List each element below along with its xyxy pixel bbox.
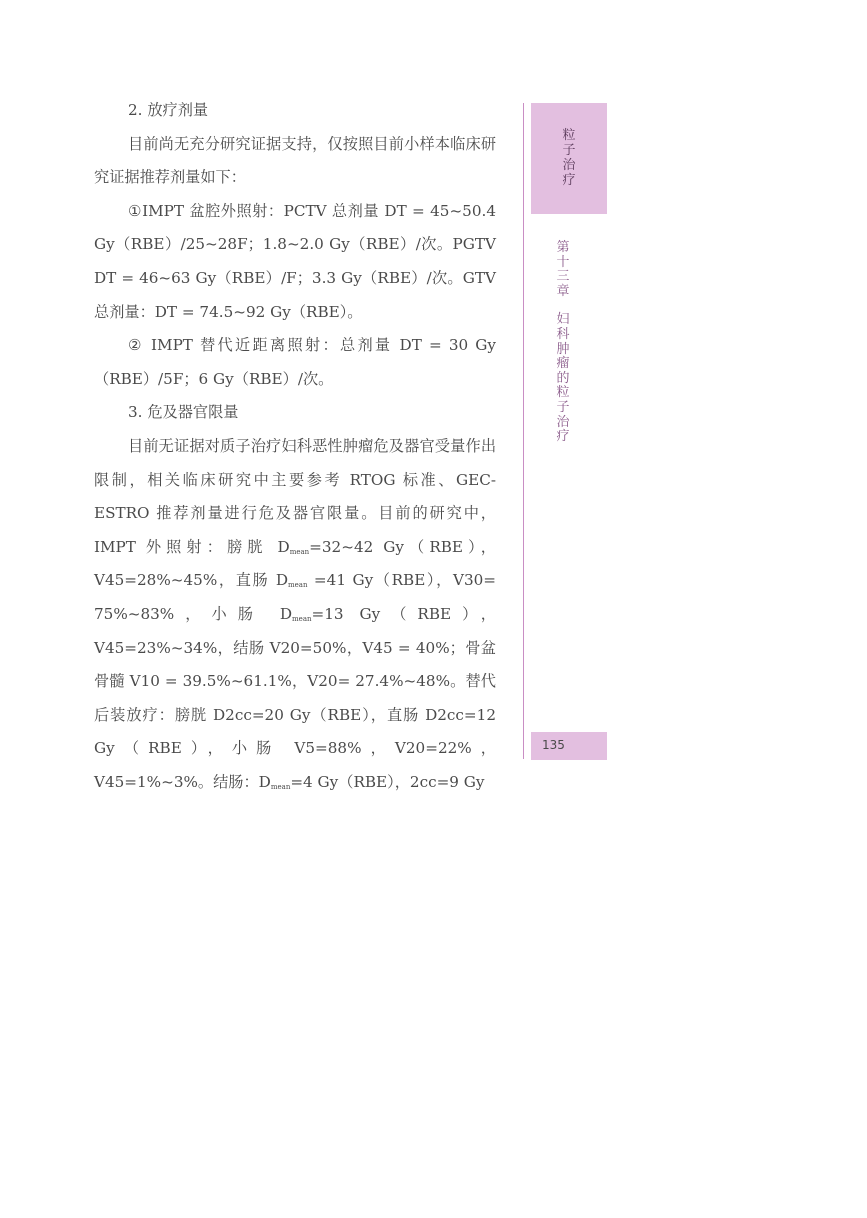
paragraph-organ-limits xyxy=(94,430,496,800)
section-tab-label: 粒子治疗 xyxy=(562,128,576,188)
chapter-number: 第十三章 xyxy=(556,240,570,299)
subscript-mean: mean xyxy=(270,782,291,791)
text-run: 目前无证据对质子治疗妇科恶性肿瘤危及器官受量作出限制，相关临床研究中主要参考 RTOG 标准、GEC-ESTRO 推荐剂量进行危及器官限量。目前的研究中，IMPT 外照射：膀胱 D xyxy=(94,436,496,556)
subscript-mean: mean xyxy=(289,547,310,556)
margin-divider xyxy=(523,103,524,759)
page-number: 135 xyxy=(542,738,565,752)
paragraph-intro: 目前尚无充分研究证据支持，仅按照目前小样本临床研究证据推荐剂量如下： xyxy=(94,134,496,187)
paragraph-item-1: ①IMPT 盆腔外照射：PCTV 总剂量 DT = 45~50.4 Gy（RBE）/25~28F；1.8~2.0 Gy（RBE）/次。PGTV DT = 46~63 Gy（RBE）/F；3.3 Gy（RBE）/次。GTV 总剂量：DT = 74.5~92 Gy（RBE）。 xyxy=(94,201,496,321)
section-tab xyxy=(531,103,607,214)
chapter-label xyxy=(555,241,571,445)
subscript-mean: mean xyxy=(288,581,308,590)
subscript-mean: mean xyxy=(292,614,312,623)
text-run: =41 Gy（RBE），V30= 75%~83%，小肠 D xyxy=(94,571,496,623)
section-heading-3: 3. 危及器官限量 xyxy=(128,403,239,422)
page-number-tab xyxy=(531,732,607,760)
text-run: =32~42 Gy（RBE），V45=28%~45%，直肠 D xyxy=(94,537,496,590)
chapter-gap xyxy=(555,299,571,313)
text-run: =13 Gy（RBE），V45=23%~34%，结肠 V20=50%，V45 = 40%；骨盆骨髓 V10 = 39.5%~61.1%，V20= 27.4%~48%。替代后装放疗：膀胱 D2cc=20 Gy（RBE），直肠 D2cc=12 Gy（RBE），小肠 V5=88%，V20=22%，V45=1%~3%。结肠：D xyxy=(94,604,496,791)
section-heading-2: 2. 放疗剂量 xyxy=(128,101,209,119)
chapter-title: 妇科肿瘤的粒子治疗 xyxy=(556,312,570,445)
paragraph-item-2: ② IMPT 替代近距离照射：总剂量 DT = 30 Gy（RBE）/5F；6 Gy（RBE）/次。 xyxy=(94,336,496,388)
text-run: =4 Gy（RBE），2cc=9 Gy xyxy=(290,772,485,791)
body-text xyxy=(94,94,496,799)
